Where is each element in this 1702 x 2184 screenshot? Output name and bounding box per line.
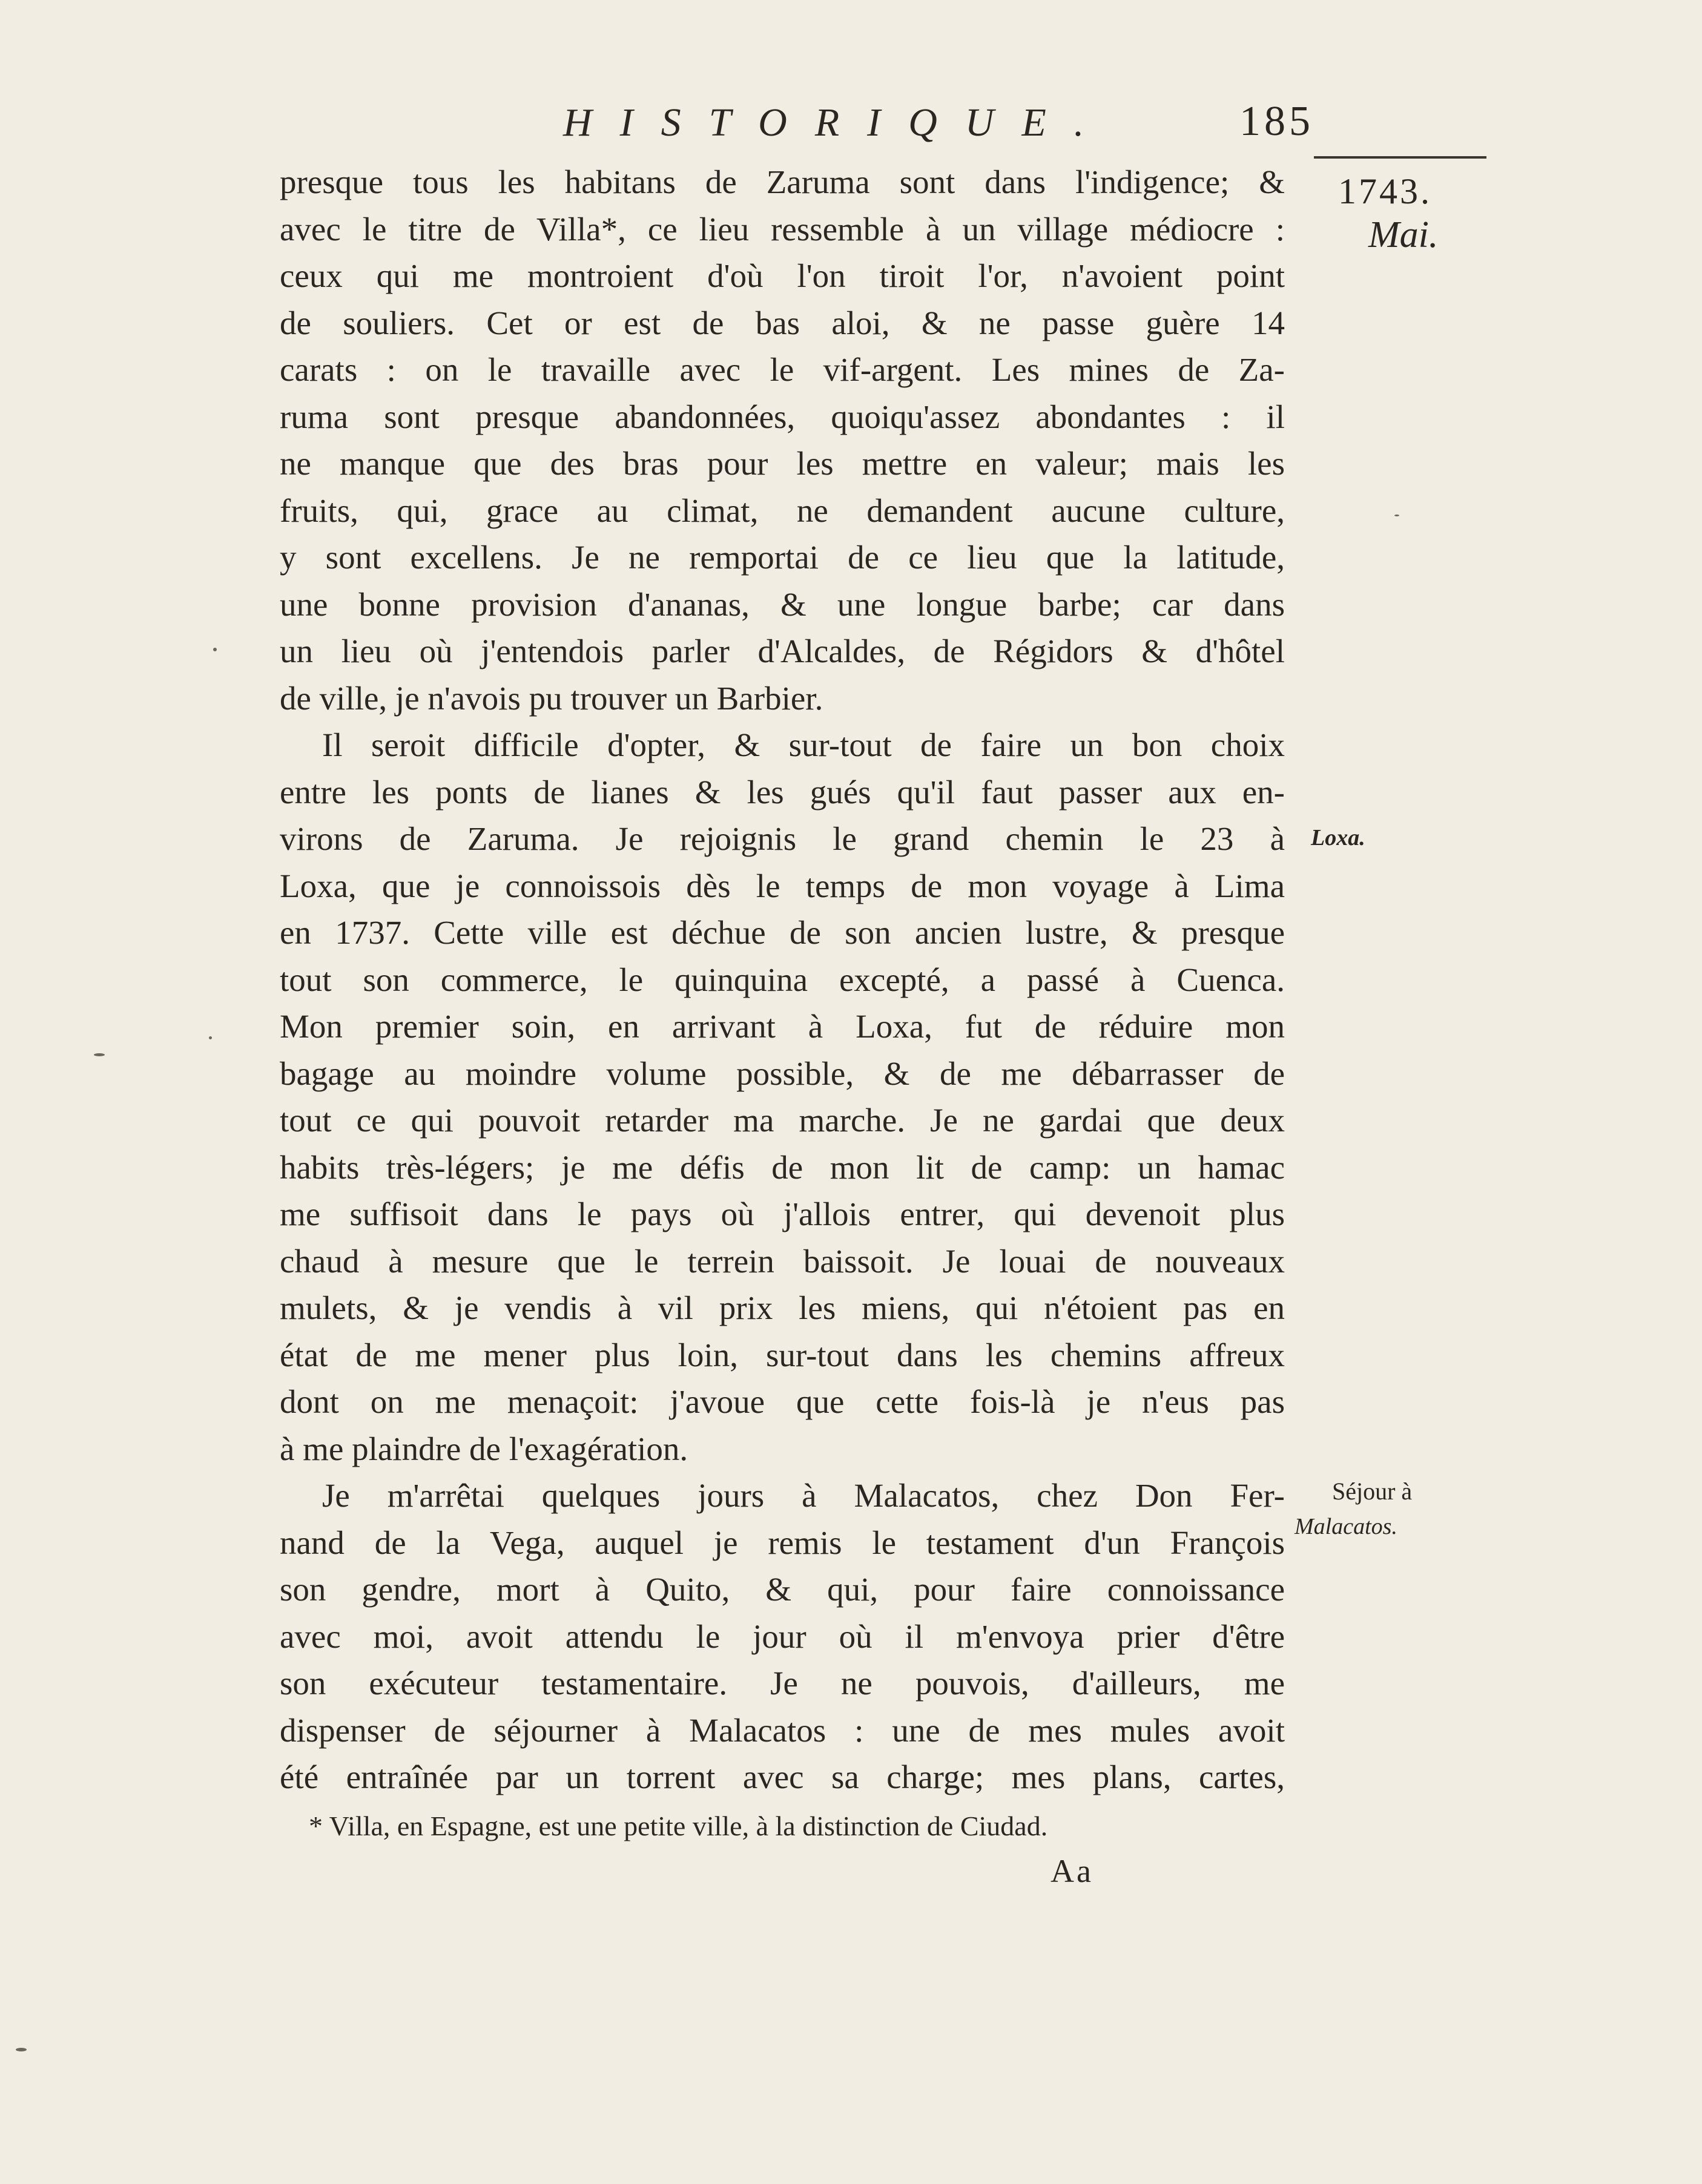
text-line: bagage au moindre volume possible, & de me débarrasser de [280, 1054, 1285, 1092]
margin-note-sejour: Séjour à [1332, 1478, 1413, 1505]
text-line: Il seroit difficile d'opter, & sur-tout de faire un bon choix [322, 726, 1285, 763]
text-line: ne manque que des bras pour les mettre en valeur; mais les [280, 445, 1285, 482]
margin-month: Mai. [1368, 214, 1439, 255]
text-line: tout ce qui pouvoit retarder ma marche. Je ne gardai que deux [280, 1102, 1285, 1139]
text-line: de souliers. Cet or est de bas aloi, & ne passe guère 14 [280, 304, 1285, 341]
text-line: ceux qui me montroient d'où l'on tiroit l'or, n'avoient point [280, 257, 1285, 294]
body-text [280, 159, 1285, 1801]
page-number: 185 [1239, 98, 1314, 145]
text-line: son gendre, mort à Quito, & qui, pour faire connoissance [280, 1571, 1285, 1608]
paper-speck [16, 2048, 27, 2051]
text-line: virons de Zaruma. Je rejoignis le grand chemin le 23 à [280, 820, 1285, 857]
text-line: à me plaindre de l'exagération. [280, 1430, 688, 1467]
text-line: une bonne provision d'ananas, & une longue barbe; car dans [280, 585, 1285, 623]
text-line: de ville, je n'avois pu trouver un Barbier. [280, 679, 823, 717]
text-line: avec moi, avoit attendu le jour où il m'envoya prier d'être [280, 1617, 1285, 1655]
text-line: mulets, & je vendis à vil prix les miens, qui n'étoient pas en [280, 1289, 1285, 1326]
text-line: carats : on le travaille avec le vif-argent. Les mines de Za- [280, 351, 1285, 388]
page-header [563, 100, 1314, 154]
text-line: dont on me menaçoit: j'avoue que cette fois-là je n'eus pas [280, 1383, 1285, 1420]
text-line: état de me mener plus loin, sur-tout dans les chemins affreux [280, 1336, 1285, 1373]
text-line: presque tous les habitans de Zaruma sont dans l'indigence; & [280, 163, 1285, 200]
signature-mark: Aa [1051, 1853, 1093, 1889]
header-rule [1314, 156, 1486, 159]
margin-year: 1743. [1338, 171, 1432, 211]
text-line: Mon premier soin, en arrivant à Loxa, fut de réduire mon [280, 1008, 1285, 1045]
margin-note-malacatos: Malacatos. [1295, 1514, 1397, 1539]
paper-speck [209, 1036, 212, 1039]
paper-speck [94, 1053, 105, 1056]
text-line: Je m'arrêtai quelques jours à Malacatos, chez Don Fer- [322, 1477, 1285, 1514]
text-line: entre les ponts de lianes & les gués qu'il faut passer aux en- [280, 773, 1285, 811]
text-line: ruma sont presque abandonnées, quoiqu'assez abondantes : il [280, 398, 1285, 435]
text-line: avec le titre de Villa*, ce lieu ressemble à un village médiocre : [280, 210, 1285, 248]
running-title: HISTORIQUE. [563, 100, 1112, 145]
paper-speck [213, 648, 217, 651]
text-line: un lieu où j'entendois parler d'Alcaldes, de Régidors & d'hôtel [280, 633, 1285, 669]
text-line: fruits, qui, grace au climat, ne demandent aucune culture, [280, 492, 1285, 529]
text-line: me suffisoit dans le pays où j'allois entrer, qui devenoit plus [280, 1196, 1285, 1232]
text-line: habits très-légers; je me défis de mon lit de camp: un hamac [280, 1148, 1285, 1186]
text-line: été entraînée par un torrent avec sa charge; mes plans, cartes, [280, 1758, 1285, 1795]
text-line: nand de la Vega, auquel je remis le testament d'un François [280, 1524, 1285, 1561]
text-line: y sont excellens. Je ne remportai de ce lieu que la latitude, [280, 539, 1285, 576]
paper-speck [1394, 515, 1399, 516]
text-line: en 1737. Cette ville est déchue de son ancien lustre, & presque [280, 914, 1285, 951]
text-line: tout son commerce, le quinquina excepté, a passé à Cuenca. [280, 961, 1285, 998]
text-line: son exécuteur testamentaire. Je ne pouvois, d'ailleurs, me [280, 1665, 1285, 1702]
footnote: * Villa, en Espagne, est une petite ville, à la distinction de Ciudad. [309, 1811, 1048, 1841]
text-line: Loxa, que je connoissois dès le temps de mon voyage à Lima [280, 867, 1285, 904]
text-line: dispenser de séjourner à Malacatos : une de mes mules avoit [280, 1711, 1285, 1749]
margin-note-loxa: Loxa. [1311, 825, 1365, 850]
text-line: chaud à mesure que le terrein baissoit. Je louai de nouveaux [280, 1242, 1285, 1280]
